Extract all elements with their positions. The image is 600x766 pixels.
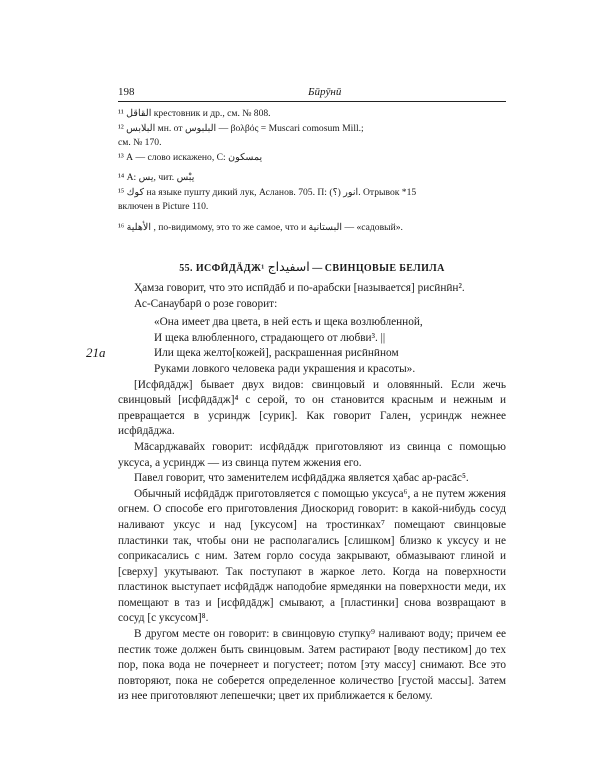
footnotes-block (118, 107, 506, 235)
footnote-11: ¹¹ القاقل крестовник и др., см. № 808. (118, 108, 271, 119)
footnote-12: ¹² البلابس мн. от البلبوس — βολβός = Muscari comosum Mill.; (118, 122, 364, 134)
verse-line: И щека влюбленного, страдающего от любви³. || (154, 331, 386, 344)
section-number: 55. (179, 263, 193, 274)
intro-paragraph-2: Ас-Санаубарӣ о розе говорит: (134, 297, 278, 310)
page-number: 198 (118, 86, 135, 98)
verse-line: Руками ловкого человека ради украшения и красоты». (154, 362, 416, 375)
footnote-16: ¹⁶ الأهلية , по-видимому, это то же самое, что и البستانية — «садовый». (118, 221, 403, 233)
section-title-ru: ИСФӢДӒДЖ¹ (195, 263, 265, 274)
footnote-12-cont: см. № 170. (118, 137, 162, 148)
footnote-15-cont: включен в Picture 110. (118, 201, 209, 212)
running-title: Бӣрӯнӣ (308, 86, 342, 98)
paragraph-5: В другом месте он говорит: в свинцовую ступку⁹ наливают воду; причем ее пестик тоже должен быть свинцовым. Затем растирают [воду пестиком] до тех пор, пока вода не почернеет и погустеет; потом [эту массу] снимают. Все это повторяют, пока не соберется определенное количество [густой массы]. Затем из нее приготовляют лепешечки; цвет их приближается к белому. (118, 628, 506, 703)
verse-line: Или щека желто[кожей], раскрашенная рисӣнӣном (154, 347, 399, 360)
paragraph-2: Мāсарджавайх говорит: исфӣдāдж приготовляют из свинца с помощью уксуса, а усриндж — из свинца путем жжения его. (118, 440, 506, 469)
main-text (118, 281, 506, 705)
paragraph-4: Обычный исфӣдāдж приготовляется с помощью уксуса⁶, а не путем жжения огнем. О способе его приготовления Диоскорид говорит: в какой-нибудь сосуд наливают уксус и над [уксусом] на тростинках⁷ помещают свинцовые пластинки так, чтобы они не располагались [слишком] близко к уксусу и не соприкасались с ним. Затем горло сосуда закрывают, обмазывают глиной и [сверху] укутывают. Так поступают в жаркое лето. Когда на поверхности пластинок выступает исфӣдāдж наподобие ярмедянки на поверхности меди, их помещают в таз и [исфӣдāдж] смывают, а [пластинки] снова возвращают в сосуд [с уксусом]⁸. (118, 487, 506, 625)
section-title-ar: اسفيداج (267, 259, 310, 274)
section-title (118, 259, 506, 274)
intro-paragraph-1: Ҳамза говорит, что это испӣдāб и по-арабски [называется] рисӣнӣн². (134, 282, 465, 294)
paragraph-1: [Исфӣдāдж] бывает двух видов: свинцовый и оловянный. Если жечь свинцовый [исфӣдāдж]⁴ с серой, то он становится красным и нежным и превращается в усриндж [сурик]. Как говорит Гален, усриндж нежнее исфӣдāджа. (118, 378, 506, 438)
verse-quote (154, 315, 506, 377)
paragraph-3: Павел говорит, что заменителем исфӣдāджа является ҳабас ар-расāс⁵. (134, 472, 469, 485)
margin-folio-note: 21а (86, 345, 106, 360)
verse-line: «Она имеет два цвета, в ней есть и щека возлюбленной, (154, 316, 423, 329)
header-rule (118, 101, 506, 102)
section-title-rest: — СВИНЦОВЫЕ БЕЛИЛА (312, 263, 445, 274)
footnote-14: ¹⁴ А: يس, чит. يبْس (118, 172, 195, 183)
footnote-15: ¹⁵ كوك на языке пушту дикий лук, Асланов. 705. П: (؟) انور. Отрывок *15 (118, 186, 417, 198)
footnote-13: ¹³ А — слово искажено, С: يمسكون (118, 151, 263, 163)
